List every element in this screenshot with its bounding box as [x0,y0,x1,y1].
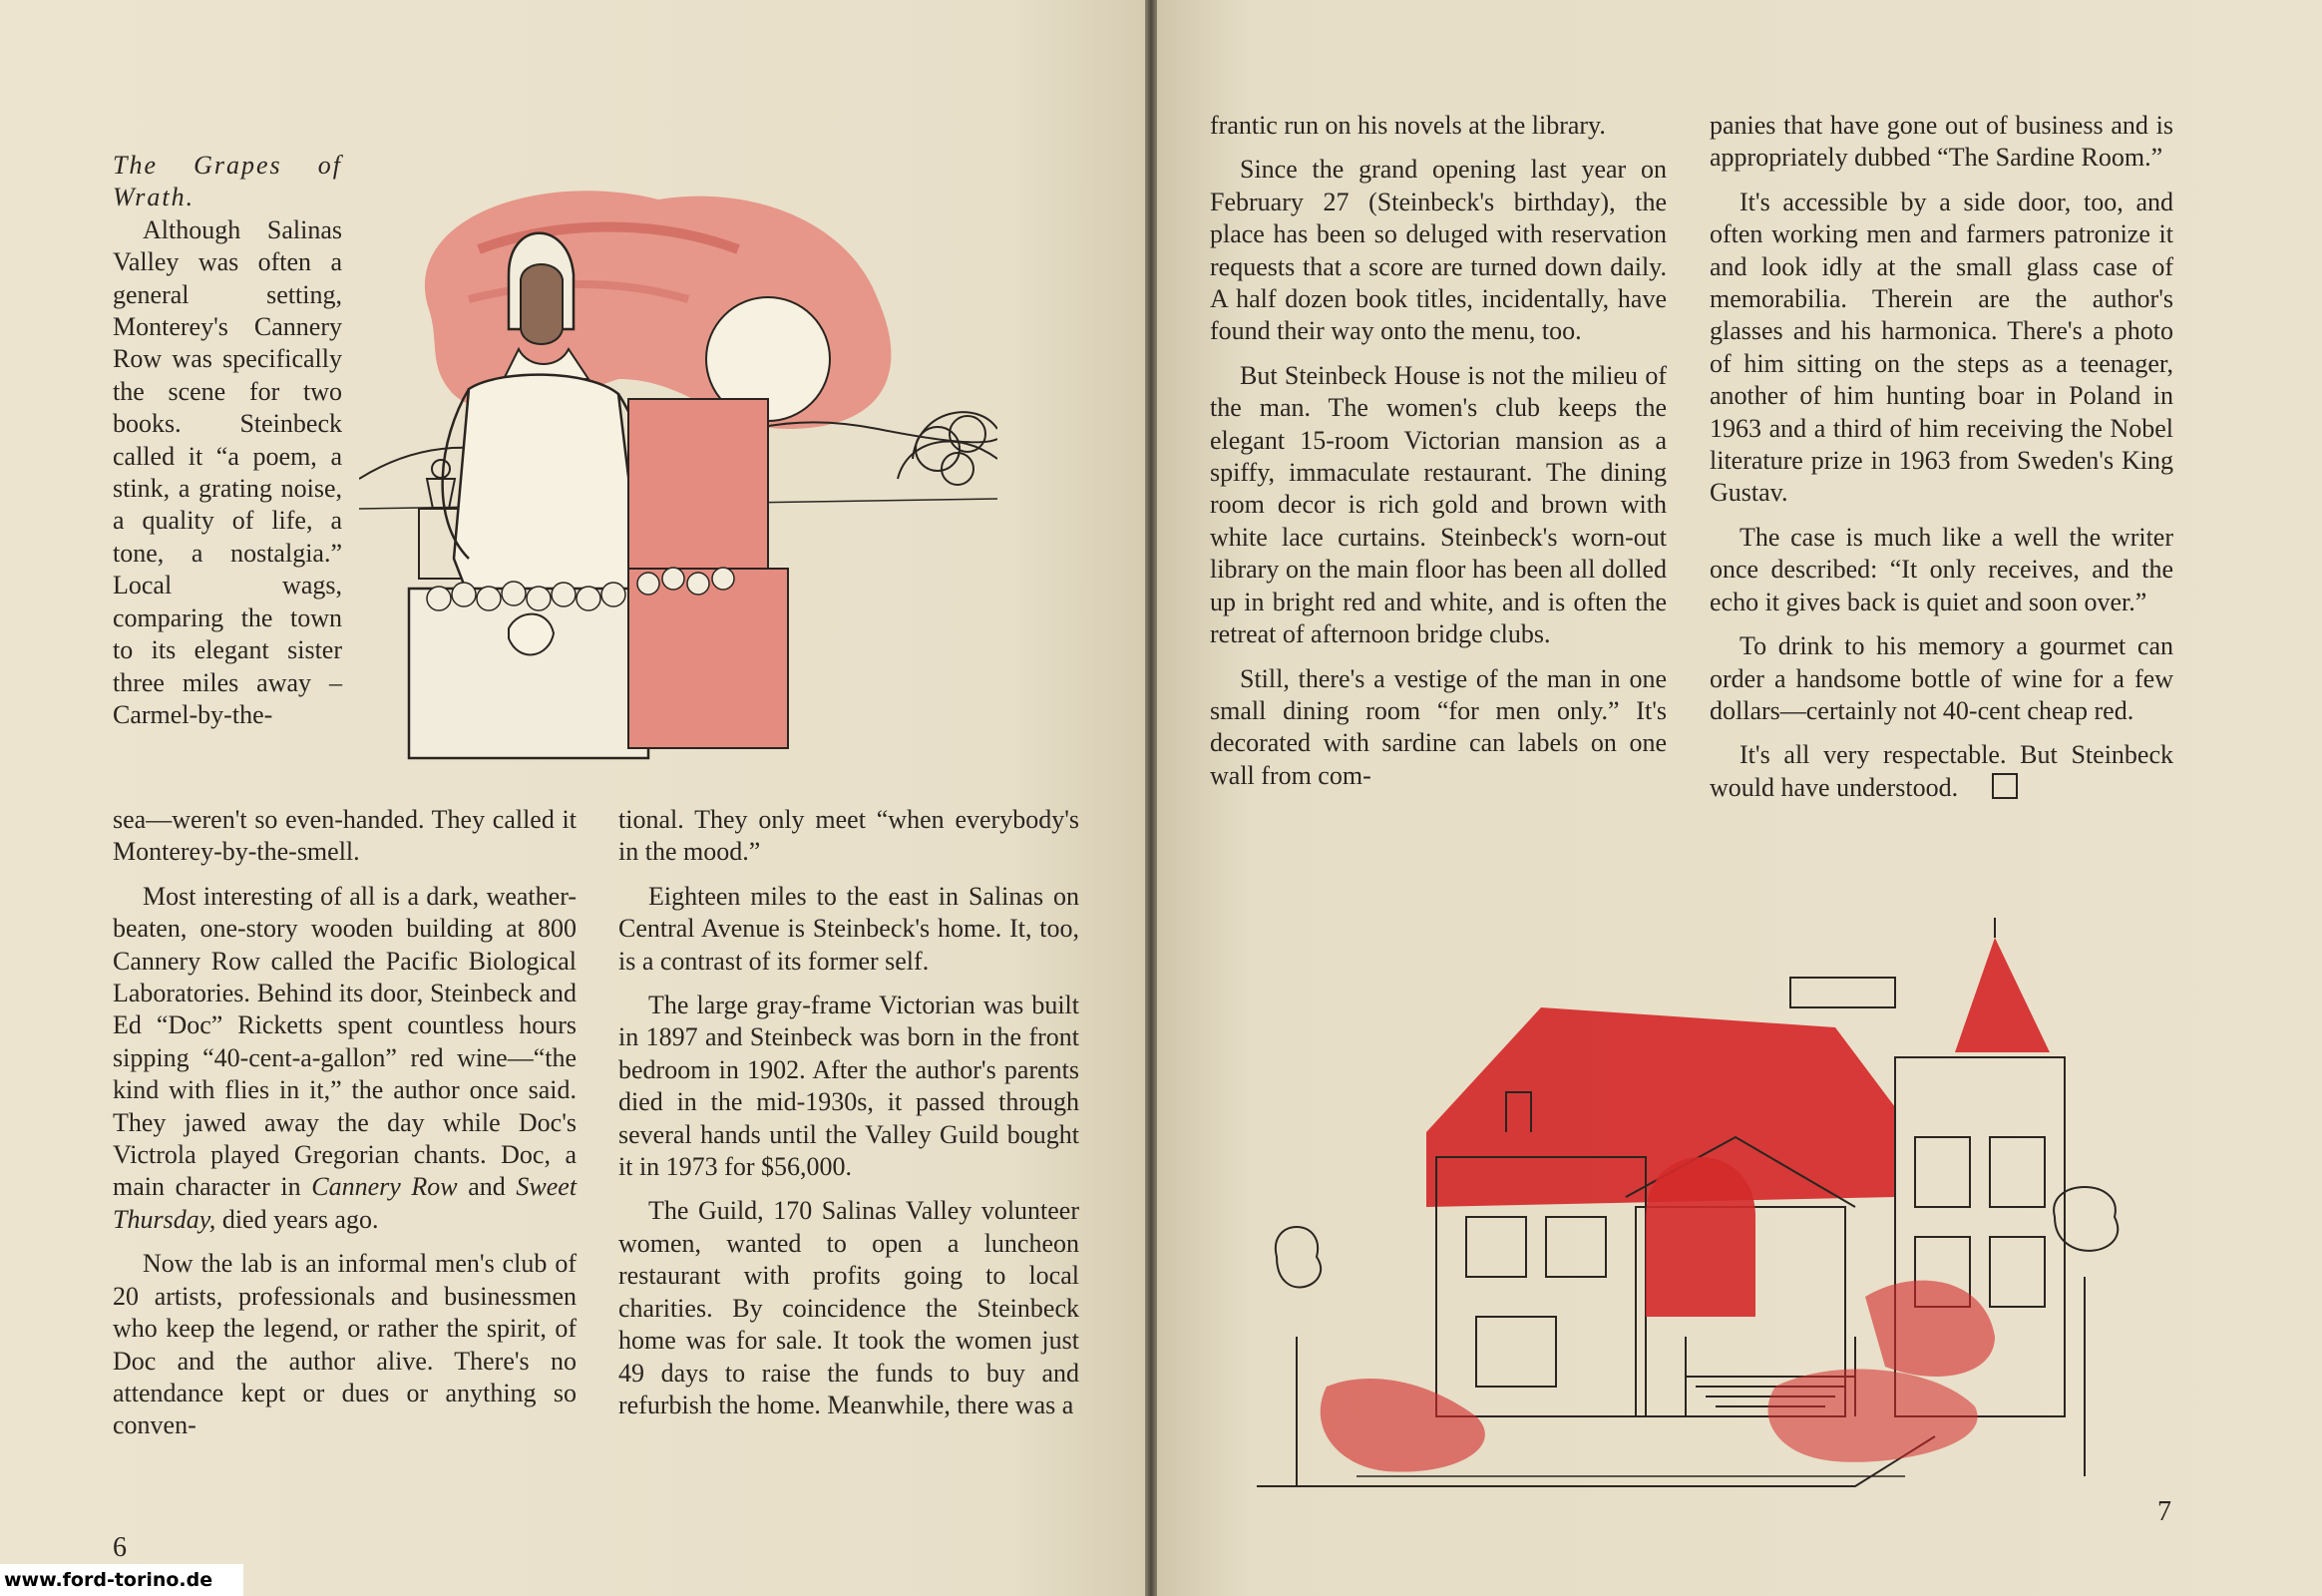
watermark-url: www.ford-torino.de [0,1564,243,1596]
paragraph: The case is much like a well the writer once described: “It only receives, and the echo it gives back is quiet and soon over.” [1710,522,2173,616]
paragraph: sea—weren't so even-handed. They called it Monterey-by-the-smell. [113,805,577,867]
paragraph: Eighteen miles to the east in Salinas on Central Avenue is Steinbeck's home. It, too, is a contrast of its former self. [618,881,1079,976]
book-title: Cannery Row [311,1172,458,1202]
paragraph: The large gray-frame Victorian was built in 1897 and Steinbeck was born in the front bedroom in 1902. After the author's parents died in the mid-1930s, it passed through several hands until the Valley Guild bought it in 1973 for $56,000. [618,991,1079,1182]
paragraph: It's all very respectable. But Steinbeck would have understood. [1710,740,2173,802]
book-title-heading: The Grapes of Wrath. [113,151,342,212]
farm-woman-illustration [359,180,997,778]
right-column-2 [1710,110,2173,804]
end-mark-icon [1992,773,2018,799]
paragraph: Most interesting of all is a dark, weather-beaten, one-story wooden building at 800 Cannery Row called the Pacific Biological Laboratories. Behind its door, Steinbeck and Ed “Doc” Ricketts spent countless hours sipping “40-cent-a-gallon” red wine—“the kind with flies in it,” the author once said. They jawed away the day while Doc's Victrola played Gregorian chants. Doc, a main character in Cannery Row and Sweet Thursday, died years ago. [113,881,578,1234]
right-page [1157,0,2322,1596]
steinbeck-house-illustration [1257,918,2294,1516]
paragraph: But Steinbeck House is not the milieu of the man. The women's club keeps the elegant 15-room Victorian mansion as a spiffy, immaculate restaurant. The dining room decor is rich gold and brown with white lace curtains. Steinbeck's worn-out library on the main floor has been all dolled up in bright red and white, and is often the retreat of afternoon bridge clubs. [1210,360,1667,649]
left-column-1 [113,804,577,1442]
paragraph: frantic run on his novels at the library. [1210,111,1606,140]
paragraph: Since the grand opening last year on February 27 (Steinbeck's birthday), the place has been so deluged with reservation requests that a score are turned down daily. A half dozen book titles, incidentally, have found their way onto the menu, too. [1210,155,1667,346]
paragraph: To drink to his memory a gourmet can order a handsome bottle of wine for a few dollars—certainly not 40-cent cheap red. [1710,631,2173,725]
page-number: 6 [113,1532,127,1563]
paragraph: panies that have gone out of business and is appropriately dubbed “The Sardine Room.” [1710,111,2173,173]
paragraph: tional. They only meet “when everybody's in the mood.” [618,805,1079,867]
paragraph: Now the lab is an informal men's club of 20 artists, professionals and businessmen who keep the legend, or rather the spirit, of Doc and the author alive. There's no attendance kept or dues or anything so conven- [113,1249,577,1440]
right-column-1 [1210,110,1667,792]
paragraph: It's accessible by a side door, too, and often working men and farmers patronize it and look idly at the small glass case of memorabilia. Therein are the author's glasses and his harmonica. There's a photo of him sitting on the steps as a teenager, another of him hunting boar in Poland in 1963 and a third of him receiving the Nobel literature prize in 1963 from Sweden's King Gustav. [1710,187,2173,508]
left-page [0,0,1145,1596]
paragraph: Although Salinas Valley was often a general setting, Monterey's Cannery Row was specifically the scene for two books. Steinbeck called it “a poem, a stink, a grating noise, a quality of life, a tone, a nostalgia.” Local wags, comparing the town to its elegant sister three miles away – Carmel-by-the- [113,214,342,729]
book-title: Sweet Thursday, [113,1172,578,1234]
book-gutter [1145,0,1157,1596]
left-column-2 [618,804,1079,1421]
page-number: 7 [2157,1496,2171,1527]
paragraph: The Guild, 170 Salinas Valley volunteer women, wanted to open a luncheon restaurant with profits going to local charities. By coincidence the Steinbeck home was for sale. It took the women just 49 days to raise the funds to buy and refurbish the home. Meanwhile, there was a [618,1196,1079,1419]
narrow-text-column [113,150,342,731]
paragraph: Still, there's a vestige of the man in one small dining room “for men only.” It's decorated with sardine can labels on one wall from com- [1210,663,1667,790]
